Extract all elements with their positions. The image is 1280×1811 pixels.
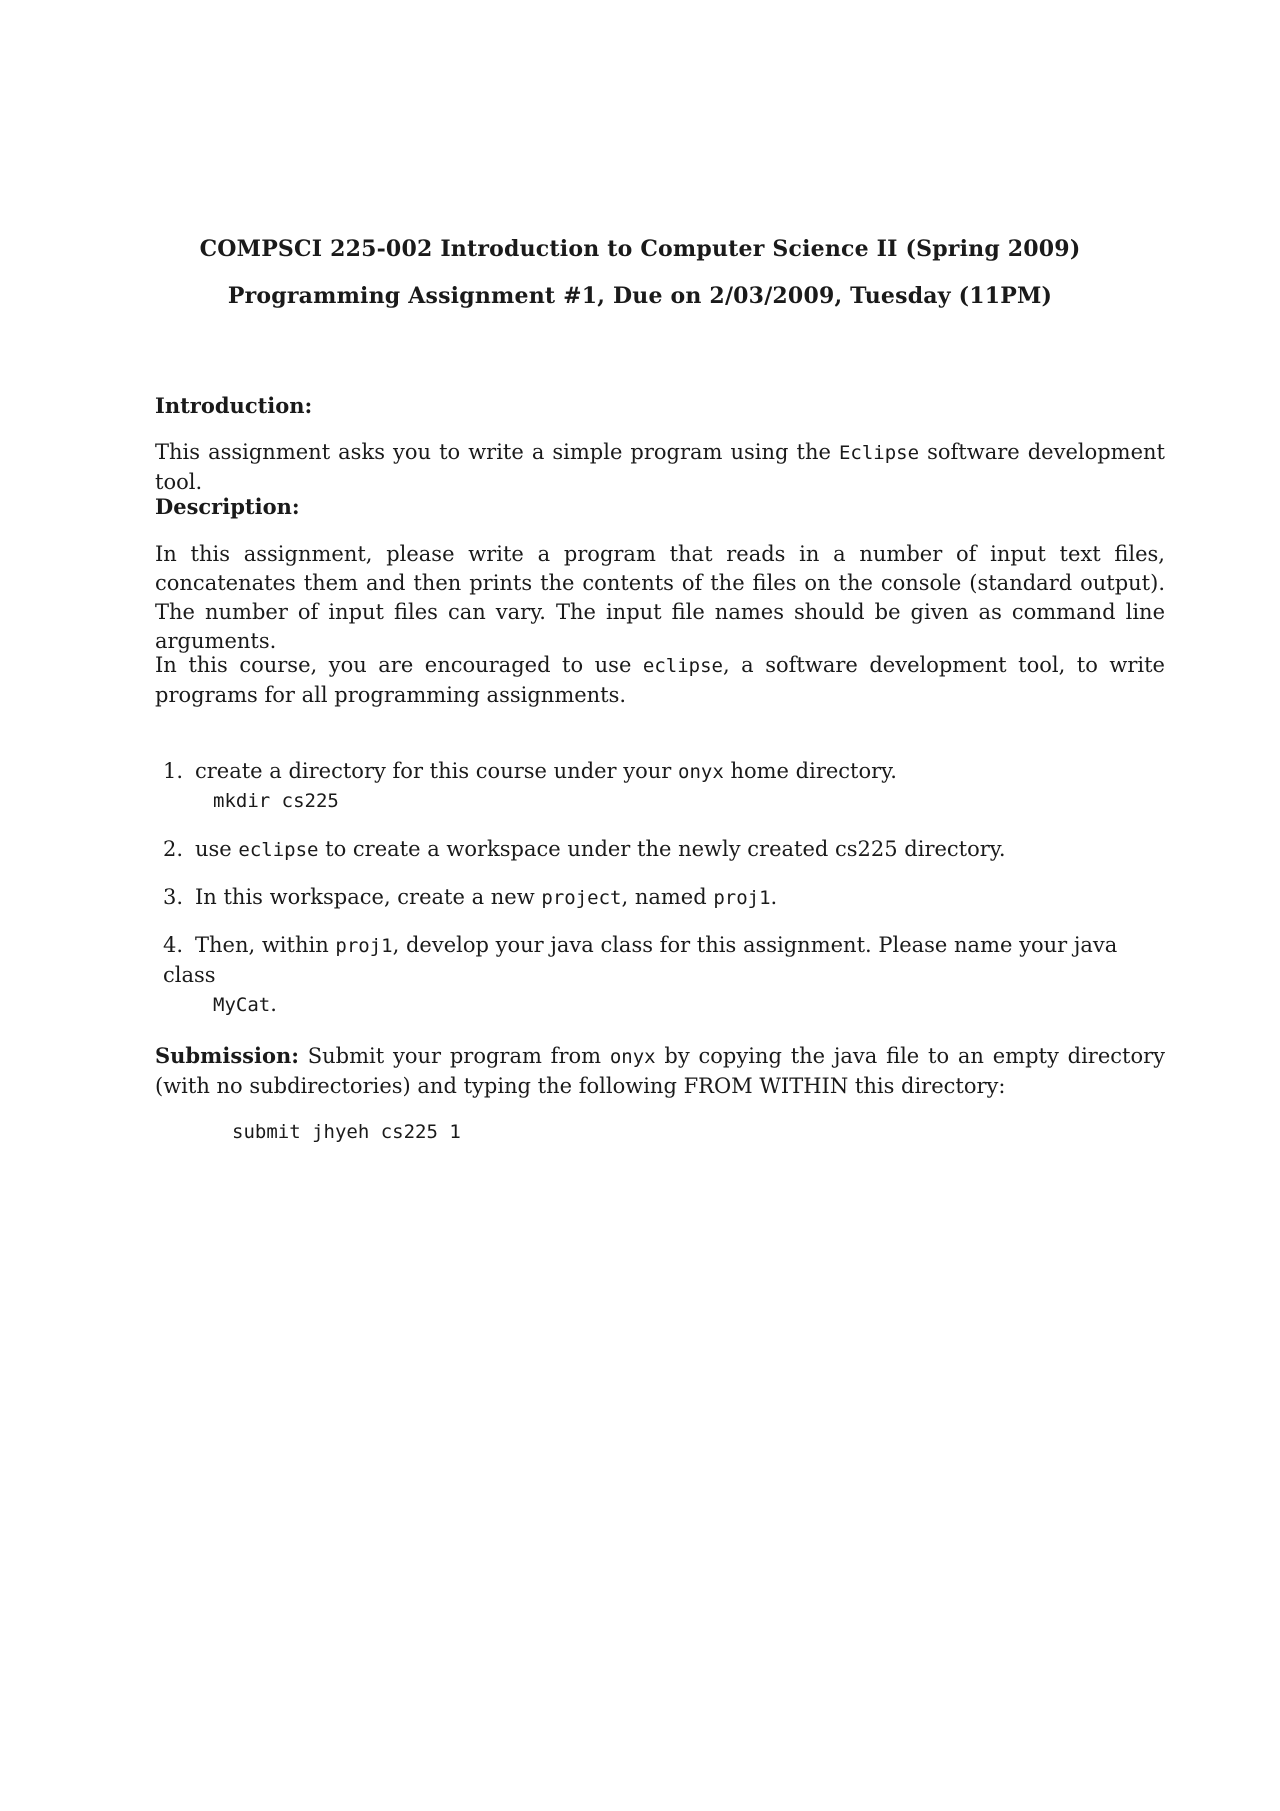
description-paragraph-2 — [155, 651, 1165, 710]
list-item — [163, 835, 1165, 865]
list-item-code: onyx — [678, 761, 724, 783]
submit-command: submit jhyeh cs225 1 — [232, 1121, 461, 1143]
list-item-text: , named — [621, 885, 714, 909]
introduction-text-part: This assignment asks you to write a simple program using the — [155, 440, 839, 464]
introduction-text-part: software development tool. — [155, 440, 1165, 494]
list-item-text: . — [770, 885, 778, 909]
list-item-text: Then, within — [195, 933, 336, 957]
list-item-text: , develop your java class for this assignment. Please name your java class — [163, 933, 1118, 987]
submission-heading: Submission: — [155, 1043, 299, 1068]
list-item — [163, 883, 1165, 913]
list-item-number: 4. — [163, 933, 184, 957]
list-item-text: In this workspace, create a new — [195, 885, 542, 909]
list-item-code: proj1 — [335, 935, 393, 957]
list-item-text: to create a workspace under the newly created cs225 directory. — [318, 837, 1006, 861]
submission-code: onyx — [609, 1046, 656, 1068]
description-code: eclipse — [642, 655, 723, 677]
list-item-code-line: mkdir cs225 — [213, 790, 339, 812]
submission-text-part: by copying the java file to an empty directory (with no subdirectories) and typing the following FROM WITHIN this directory: — [155, 1044, 1165, 1098]
description-text-part: In this course, you are encouraged to use — [155, 653, 643, 677]
list-item-text: create a directory for this course under your — [195, 759, 679, 783]
list-item-code: proj1 — [713, 887, 771, 909]
list-item-code: project — [541, 887, 622, 909]
description-heading: Description: — [155, 494, 300, 519]
list-item-continuation — [163, 990, 1165, 1020]
list-item-number: 1. — [163, 759, 184, 783]
assignment-title: Programming Assignment #1, Due on 2/03/2009, Tuesday (11PM) — [227, 283, 1053, 309]
description-paragraph-1: In this assignment, please write a program that reads in a number of input text files, concatenates them and then prints the contents of the files on the console (standard output). The number of input files can vary. The input file names should be given as command line arguments. — [155, 542, 1165, 653]
list-item-text: use — [195, 837, 239, 861]
list-item — [163, 931, 1165, 1020]
list-item-code: MyCat — [213, 994, 271, 1016]
list-item-code: eclipse — [238, 839, 319, 861]
introduction-heading: Introduction: — [155, 393, 313, 418]
list-item-text: home directory. — [723, 759, 897, 783]
course-title: COMPSCI 225-002 Introduction to Computer Science II (Spring 2009) — [199, 236, 1081, 262]
description-text-part: , a software development tool, to write programs for all programming assignments. — [155, 653, 1165, 707]
introduction-code: Eclipse — [838, 442, 920, 464]
list-item — [163, 757, 1165, 816]
submission-text-part: Submit your program from — [298, 1044, 610, 1068]
list-item-number: 3. — [163, 885, 184, 909]
list-item-text: . — [270, 992, 277, 1016]
submission-paragraph — [155, 1041, 1165, 1101]
introduction-text — [155, 438, 1165, 497]
list-item-number: 2. — [163, 837, 184, 861]
